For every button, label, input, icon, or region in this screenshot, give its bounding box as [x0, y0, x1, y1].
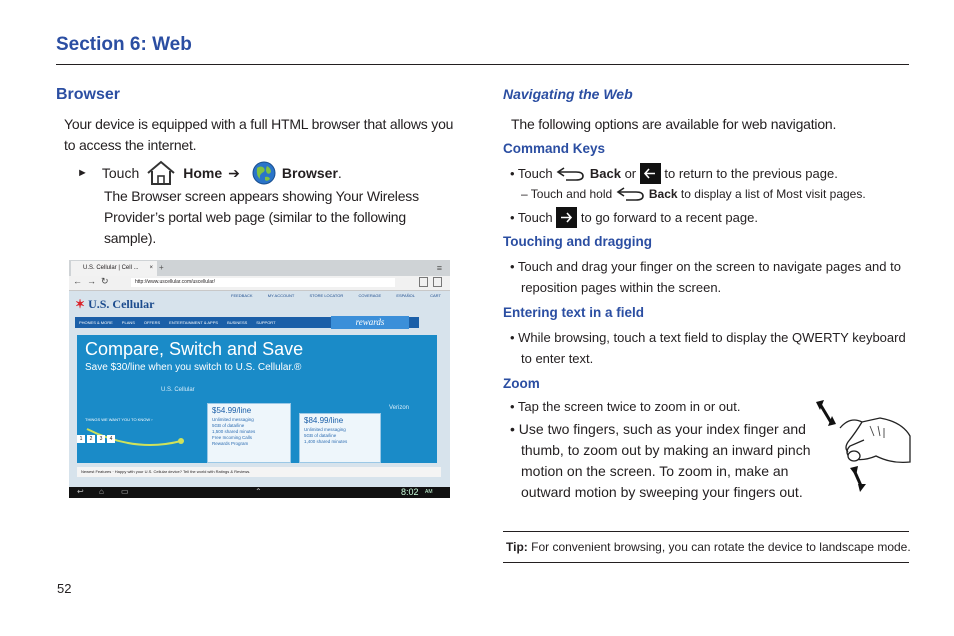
ck2-touch: • Touch [510, 210, 553, 225]
bookmark-icon [419, 277, 428, 287]
plan2-item: 1,400 shared minutes [304, 439, 348, 444]
top-link: CART [430, 293, 441, 298]
plan1-item: Free Incoming Calls [212, 435, 253, 440]
system-up-icon: ⌃ [255, 487, 262, 496]
pager-item: 4 [107, 435, 115, 443]
tab-label: U.S. Cellular | Cell ... [83, 265, 139, 271]
system-home-icon: ⌂ [99, 487, 104, 496]
plan-card-other [299, 413, 381, 463]
command-keys-sub [521, 184, 866, 205]
page-title: Section 6: Web [56, 34, 192, 55]
header-rule [56, 64, 909, 65]
touching-heading: Touching and dragging [503, 234, 652, 249]
top-link: STORE LOCATOR [309, 293, 344, 298]
zoom-bullet-2: • Use two fingers, such as your index finger and thumb, to zoom out by making an inward pinch motion on the screen. To zoom in, make an outward motion by sweeping your fingers out. [510, 421, 811, 500]
site-nav-item: SUPPORT [256, 320, 276, 325]
hero-pager [77, 435, 115, 443]
tab-bar [69, 260, 450, 276]
entering-heading: Entering text in a field [503, 305, 645, 320]
top-link: MY ACCOUNT [267, 293, 295, 298]
uscc-label: U.S. Cellular [161, 387, 195, 393]
hero-headline: Compare, Switch and Save [85, 339, 304, 359]
system-recent-icon: ▭ [121, 487, 129, 496]
uscc-logo: ✶ U.S. Cellular [75, 297, 155, 311]
site-nav-item: PHONES & MORE [79, 320, 113, 325]
ck1-touch: • Touch [510, 166, 553, 181]
web-page [69, 291, 450, 487]
site-nav-item: ENTERTAINMENT & APPS [169, 320, 219, 325]
top-link: FEEDBACK [231, 293, 253, 298]
new-tab-icon: + [159, 263, 164, 272]
step-home: Home [183, 165, 223, 181]
pager-item: 1 [77, 435, 85, 443]
left-arrow-key-icon [640, 163, 661, 184]
pinch-gesture-icon [810, 398, 912, 494]
forward-arrow-icon: → [87, 276, 96, 286]
top-link: ESPAÑOL [396, 293, 415, 298]
command-keys-bullet-2 [510, 207, 758, 229]
step-touch: Touch [101, 165, 140, 181]
plan-card-uscc [207, 403, 291, 463]
plan2-price: $84.99/line [304, 416, 344, 425]
touching-text: • Touch and drag your finger on the screen to navigate pages and to reposition pages within the screen. [510, 259, 901, 295]
command-keys-heading: Command Keys [503, 141, 606, 156]
top-links [231, 293, 441, 298]
system-ampm: AM [425, 489, 433, 495]
tip-label: Tip: [506, 540, 528, 554]
url-bar [69, 276, 450, 291]
system-clock: 8:02 [401, 487, 419, 497]
refresh-icon: ↻ [101, 276, 109, 286]
zoom-bullet-1: • Tap the screen twice to zoom in or out. [510, 399, 741, 414]
menu-icon: ≡ [436, 263, 442, 273]
site-nav-item: BUSINESS [227, 320, 248, 325]
ck2-rest: to go forward to a recent page. [580, 210, 758, 225]
browser-step [77, 160, 342, 186]
plan1-item: 5GB of data/line [212, 423, 245, 428]
plan1-price: $54.99/line [212, 406, 252, 415]
browser-step-description: The Browser screen appears showing Your Wireless Provider’s portal web page (similar to the following sample). [104, 188, 419, 246]
browser-intro: Your device is equipped with a full HTML browser that allows you to access the internet. [64, 116, 454, 153]
step-marker: ► [77, 167, 88, 179]
site-nav-item: OFFERS [143, 320, 161, 325]
ck1-rest: to return to the previous page. [664, 166, 838, 181]
ck1-or: or [624, 166, 637, 181]
rewards-banner: rewards [331, 316, 409, 329]
pager-item: 2 [87, 435, 95, 443]
site-footer-text: Newest Features · Happy with your U.S. Cellular device? Tell the world with Ratings & Reviews. [77, 467, 441, 477]
system-back-icon: ↩ [77, 487, 84, 496]
plan1-item: 1,500 shared minutes [212, 429, 256, 434]
browser-screenshot [69, 260, 450, 498]
step-arrow: ➔ [228, 164, 240, 181]
plan2-item: 5GB of data/line [304, 433, 337, 438]
system-bar [69, 487, 450, 498]
step-period: . [337, 165, 342, 181]
home-icon [145, 160, 177, 186]
back-arrow-icon: ← [73, 276, 82, 286]
zoom-heading: Zoom [503, 376, 540, 391]
url-field: http://www.uscellular.com/uscellular/ [131, 278, 395, 287]
browser-tab [71, 261, 157, 276]
verizon-label: Verizon [389, 405, 410, 411]
plan1-item: Rewards Program [212, 441, 249, 446]
site-nav-item: PLANS [121, 320, 135, 325]
things-text: THINGS WE WANT YOU TO KNOW › [85, 417, 153, 422]
entering-text: • While browsing, touch a text field to display the QWERTY keyboard to enter text. [510, 330, 906, 366]
pager-item: 3 [97, 435, 105, 443]
bookmarks-icon [433, 277, 442, 287]
browser-heading: Browser [56, 86, 121, 103]
hero-banner [77, 335, 437, 463]
command-keys-bullet-1 [510, 163, 838, 185]
plan2-item: Unlimited messaging [304, 427, 346, 432]
plan1-item: Unlimited messaging [212, 417, 254, 422]
tab-close-icon: × [149, 265, 153, 271]
uscc-logo-text: U.S. Cellular [88, 297, 155, 311]
step-browser: Browser [281, 165, 338, 181]
tip-rule-top [503, 531, 909, 532]
hero-subheadline: Save $30/line when you switch to U.S. Cellular.® [85, 362, 302, 373]
top-link: COVERAGE [358, 293, 382, 298]
ck-sub-back: Back [648, 187, 678, 201]
ck1-back: Back [589, 166, 621, 181]
browser-globe-icon [251, 160, 277, 186]
back-key-icon [616, 184, 646, 202]
navigating-intro: The following options are available for web navigation. [511, 116, 837, 132]
tip-rule-bottom [503, 562, 909, 563]
ck-sub-rest: to display a list of Most visit pages. [680, 187, 866, 201]
back-key-icon [556, 164, 586, 182]
page-number: 52 [57, 581, 72, 596]
tip [506, 540, 911, 554]
ck-sub-prefix: – Touch and hold [521, 187, 613, 201]
right-arrow-key-icon [556, 207, 577, 228]
tip-text: For convenient browsing, you can rotate the device to landscape mode. [531, 540, 911, 554]
navigating-heading: Navigating the Web [503, 86, 633, 102]
